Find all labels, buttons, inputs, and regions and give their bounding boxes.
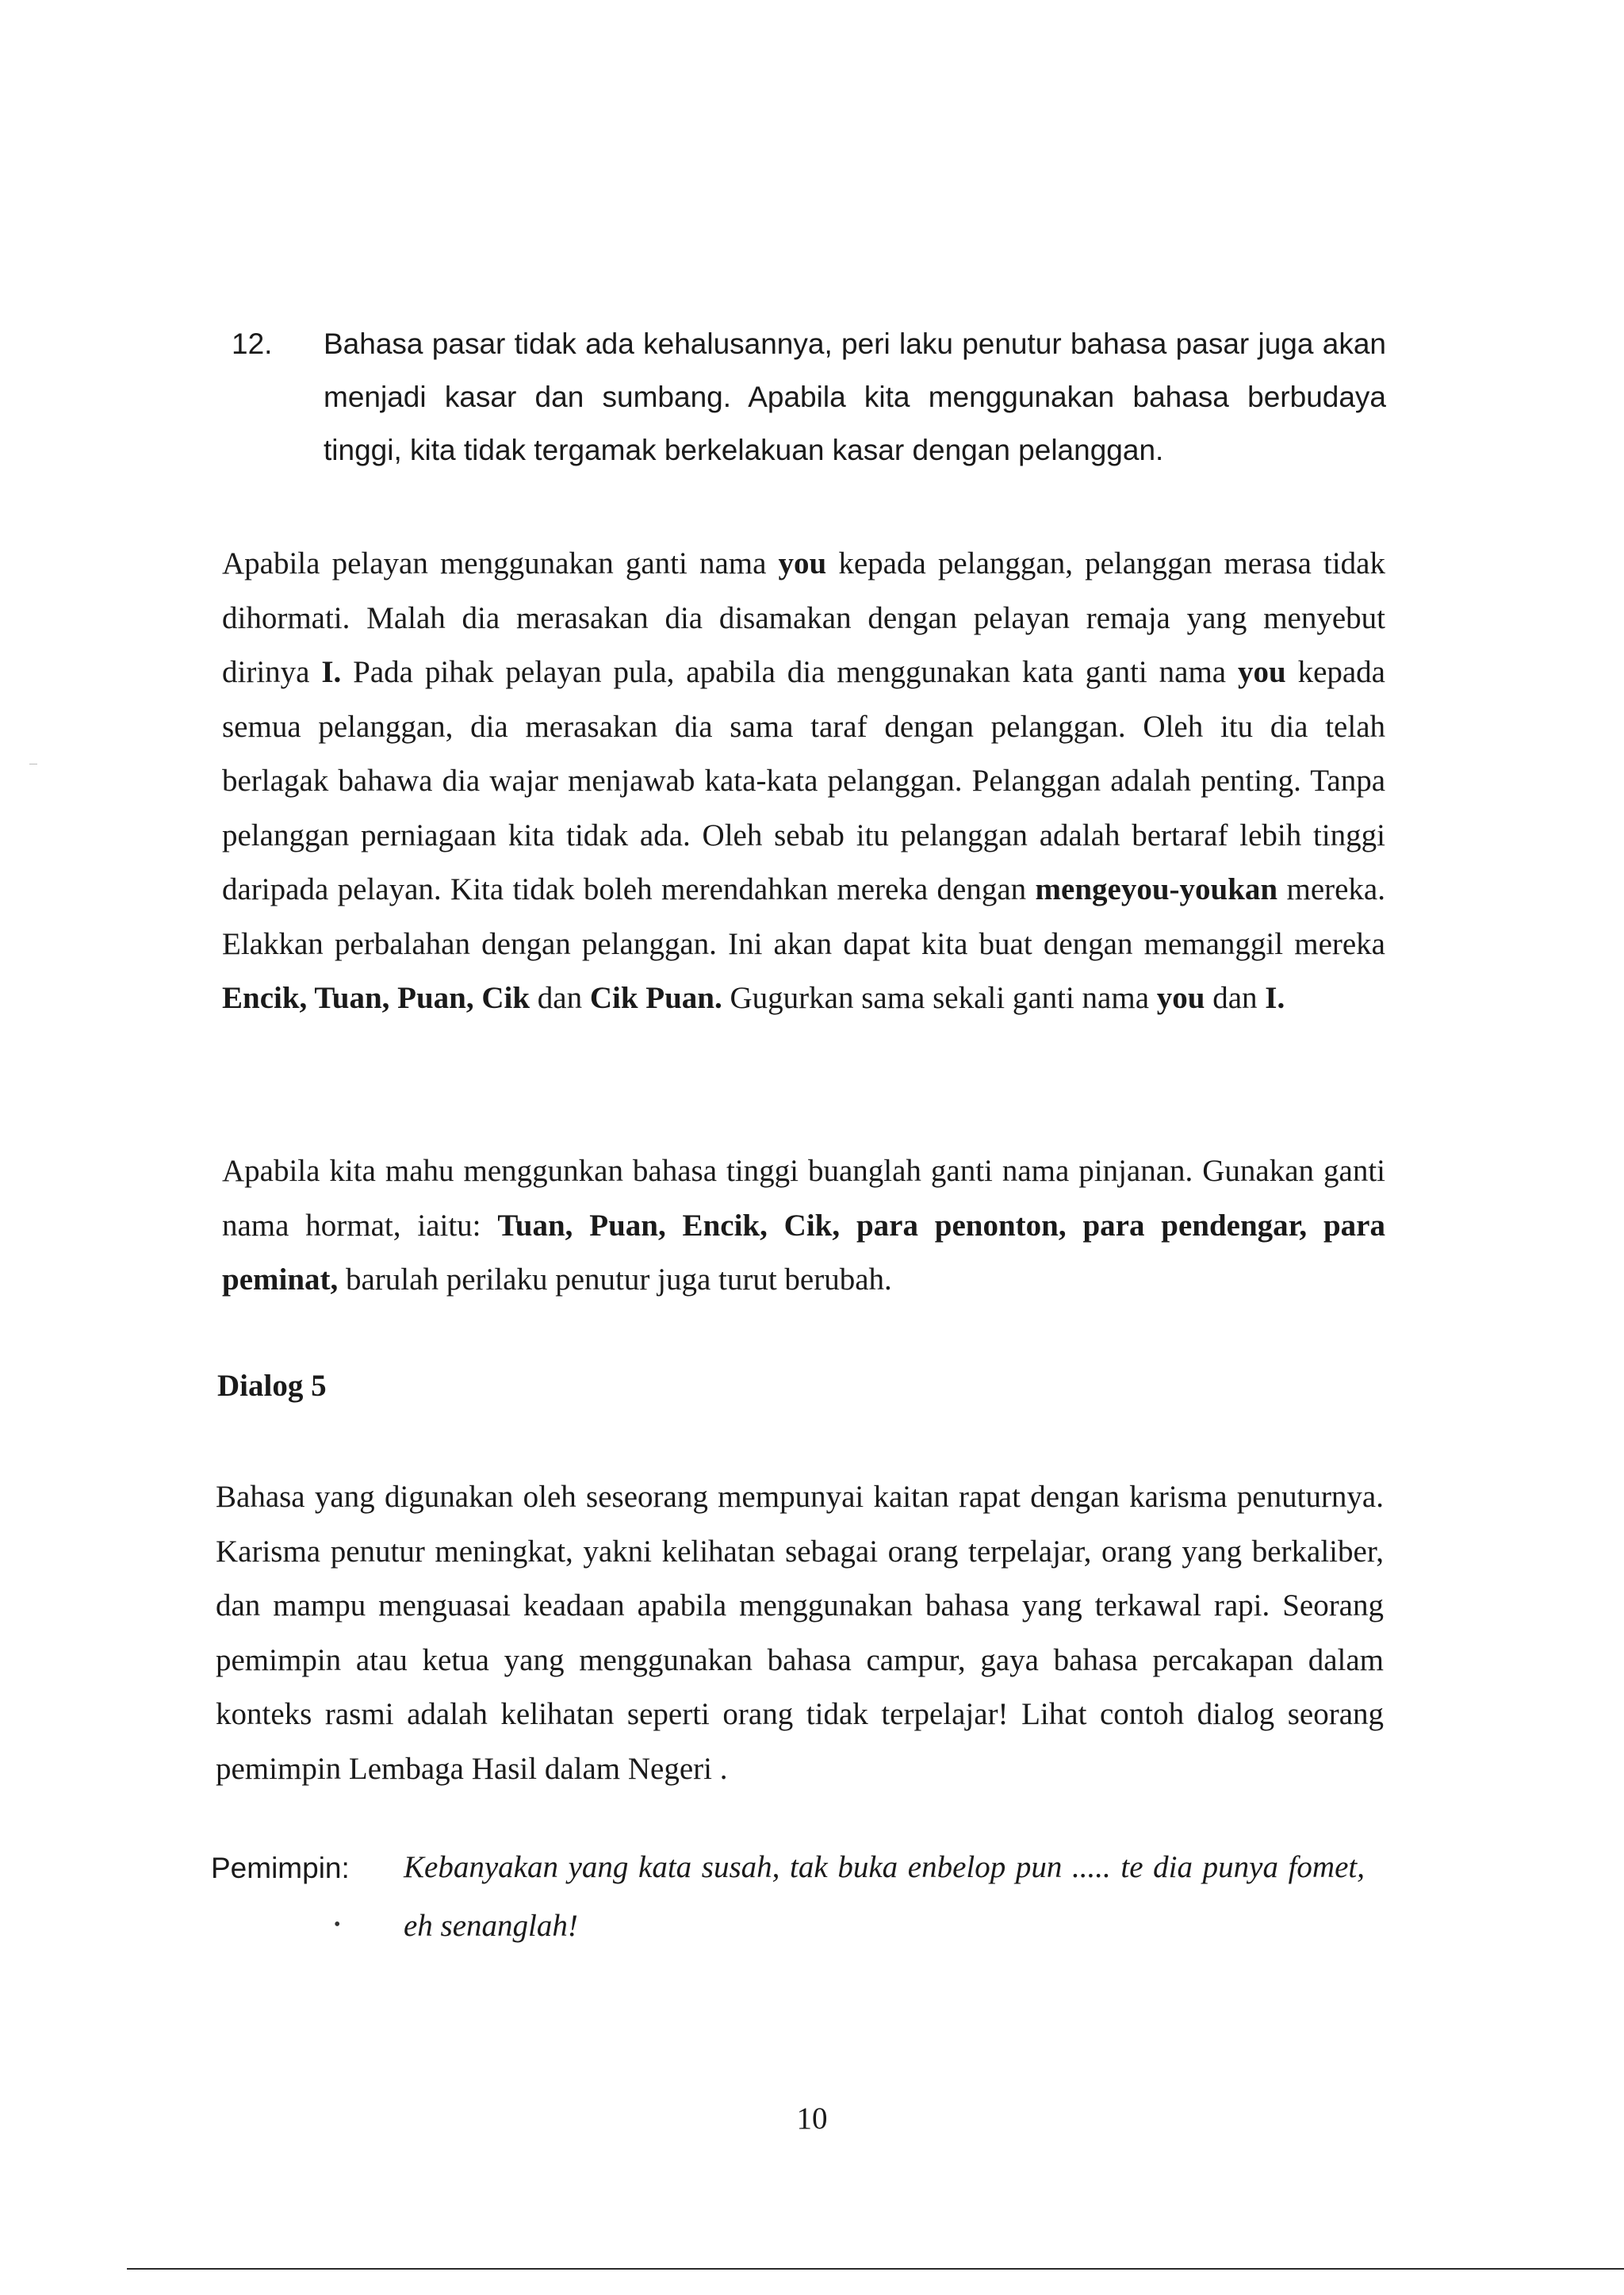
dialog-speaker: Pemimpin: [211,1852,350,1884]
bold-term: you [1237,655,1286,689]
numbered-item-12 [232,317,1386,477]
bottom-rule [127,2268,1624,2270]
bold-term: I. [1265,981,1285,1015]
bold-term: Tuan, Puan, Encik, Cik, para penonton, para pendengar, para peminat, [222,1208,1385,1297]
bold-term: you [1156,981,1205,1015]
dialog-line: Kebanyakan yang kata susah, tak buka enbelop pun ..... te dia punya fomet, eh senanglah! [404,1850,1365,1943]
item-number: 12. [232,328,273,360]
bold-term: mengeyou-youkan [1035,872,1278,906]
item-text: Bahasa pasar tidak ada kehalusannya, peri laku penutur bahasa pasar juga akan menjadi kasar dan sumbang. Apabila kita menggunakan bahasa berbudaya tinggi, kita tidak tergamak berkelakuan kasar dengan pelanggan. [324,328,1386,466]
bold-term: you [778,546,827,580]
bold-term: Cik Puan. [589,981,722,1015]
paragraph-charisma: Bahasa yang digunakan oleh seseorang mempunyai kaitan rapat dengan karisma penuturnya. Karisma penutur meningkat, yakni kelihatan sebagai orang terpelajar, orang yang berkaliber, dan mampu menguasai keadaan apabila menggunakan bahasa yang terkawal rapi. Seorang pemimpin atau ketua yang menggunakan bahasa campur, gaya bahasa percakapan dalam konteks rasmi adalah kelihatan seperti orang tidak terpelajar! Lihat contoh dialog seorang pemimpin Lembaga Hasil dalam Negeri . [216,1480,1384,1786]
bold-term: Encik, Tuan, Puan, Cik [222,981,530,1015]
paragraph-honorific-pronouns: Apabila kita mahu menggunkan bahasa tinggi buanglah ganti nama pinjanan. Gunakan ganti nama hormat, iaitu: Tuan, Puan, Encik, Cik, para penonton, para pendengar, para peminat, barulah perilaku penutur juga turut berubah. [222,1154,1385,1297]
bold-term: I. [321,655,342,689]
paragraph-pronoun-you: Apabila pelayan menggunakan ganti nama you kepada pelanggan, pelanggan merasa tidak dihormati. Malah dia merasakan dia disamakan dengan pelayan remaja yang menyebut dirinya I. Pada pihak pelayan pula, apabila dia menggunakan kata ganti nama you kepada semua pelanggan, dia merasakan dia sama taraf dengan pelanggan. Oleh itu dia telah berlagak bahawa dia wajar menjawab kata-kata pelanggan. Pelanggan adalah penting. Tanpa pelanggan perniagaan kita tidak ada. Oleh sebab itu pelanggan adalah bertaraf lebih tinggi daripada pelayan. Kita tidak boleh merendahkan mereka dengan mengeyou-youkan mereka. Elakkan perbalahan dengan pelanggan. Ini akan dapat kita buat dengan memanggil mereka Encik, Tuan, Puan, Cik dan Cik Puan. Gugurkan sama sekali ganti nama you dan I. [222,546,1385,1015]
stray-dot-mark: • [334,1914,341,1935]
page-number: 10 [796,2102,828,2136]
section-heading: Dialog 5 [217,1369,327,1403]
